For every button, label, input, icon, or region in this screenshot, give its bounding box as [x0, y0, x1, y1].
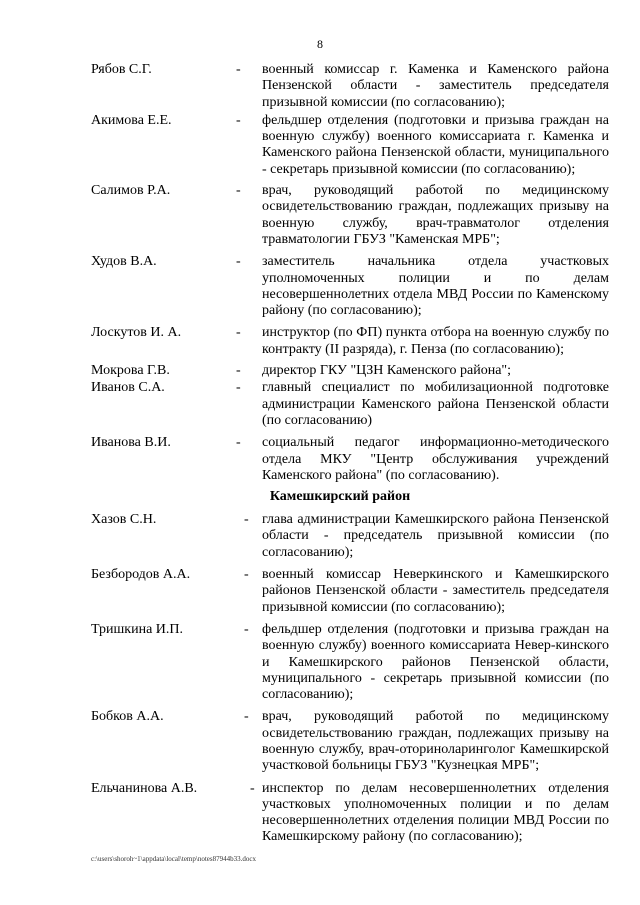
member-role: врач, руководящий работой по медицинскому освидетельствованию граждан, подлежащих призыву на военную службу, врач-травматолог отделения травматологии ГБУЗ "Каменская МРБ";: [262, 183, 609, 247]
member-entry: [0, 325, 640, 358]
dash-separator: -: [244, 512, 249, 528]
member-role: глава администрации Камешкирского района Пензенской области - председатель призывной комиссии (по согласованию);: [262, 512, 609, 560]
dash-separator: -: [250, 780, 255, 796]
member-role: главный специалист по мобилизационной подготовке администрации Каменского района Пензенской области (по согласованию): [262, 380, 609, 428]
member-entry: [0, 512, 640, 561]
member-name: Салимов Р.А.: [91, 183, 171, 199]
section-heading: Камешкирский район: [269, 489, 411, 505]
dash-separator: -: [244, 567, 249, 583]
member-role: заместитель начальника отдела участковых уполномоченных полиции и по делам несовершеннолетних отдела МВД России по Каменскому району (по согласованию);: [262, 254, 609, 319]
member-role: фельдшер отделения (подготовки и призыва граждан на военную службу) военного комиссариата Невер-кинского и Камешкирского районов Пензенской области, муниципального - секретарь призывной комиссии (по согласованию);: [262, 621, 609, 703]
member-name: Иванова В.И.: [91, 435, 171, 451]
member-entry: [0, 113, 640, 178]
member-name: Тришкина И.П.: [91, 621, 184, 637]
dash-separator: -: [236, 183, 241, 199]
member-entry: [0, 567, 640, 616]
commission-member-list: [0, 62, 640, 846]
member-entry: [0, 709, 640, 774]
member-name: Худов В.А.: [91, 254, 157, 270]
member-name: Мокрова Г.В.: [91, 363, 170, 379]
dash-separator: -: [244, 621, 249, 637]
member-name: Бобков А.А.: [91, 709, 164, 725]
member-role: директор ГКУ "ЦЗН Каменского района";: [262, 363, 512, 379]
member-entry: [0, 183, 640, 248]
member-entry: [0, 380, 640, 429]
member-name: Лоскутов И. А.: [91, 325, 182, 341]
dash-separator: -: [236, 62, 241, 77]
member-role: социальный педагог информационно-методического отдела МКУ "Центр обслуживания учреждений Каменского района" (по согласованию).: [262, 435, 609, 483]
member-role: инспектор по делам несовершеннолетних отделения участковых уполномоченных полиции и по делам несовершеннолетних отделения полиции МВД России по Камешкирскому району (по согласованию);: [262, 780, 609, 845]
dash-separator: -: [236, 380, 241, 396]
dash-separator: -: [236, 254, 241, 270]
member-name: Безбородов А.А.: [91, 567, 191, 583]
member-entry: [0, 254, 640, 319]
member-role: военный комиссар Неверкинского и Камешкирского районов Пензенской области - заместитель председателя призывной комиссии (по согласованию);: [262, 567, 609, 615]
member-name: Хазов С.Н.: [91, 512, 157, 528]
member-name: Ельчанинова А.В.: [91, 780, 198, 796]
member-entry: [0, 435, 640, 484]
member-name: Рябов С.Г.: [91, 62, 152, 77]
dash-separator: -: [236, 363, 241, 379]
dash-separator: -: [236, 325, 241, 341]
member-name: Иванов С.А.: [91, 380, 165, 396]
member-entry: [0, 622, 640, 703]
dash-separator: -: [236, 112, 241, 128]
member-entry: [0, 62, 640, 111]
member-name: Акимова Е.Е.: [91, 112, 172, 128]
page-number: 8: [317, 37, 323, 51]
dash-separator: -: [236, 435, 241, 451]
member-role: врач, руководящий работой по медицинскому освидетельствованию граждан, подлежащих призыву на военную службу, врач-оториноларинголог Камешкирской участковой больницы ГБУЗ "Кузнецкая МРБ";: [262, 709, 609, 774]
document-file-path: c:\users\shoroh~1\appdata\local\temp\notes87944b33.docx: [91, 855, 256, 863]
member-role: фельдшер отделения (подготовки и призыва граждан на военную службу) военного комиссариата г. Каменка и Каменского района Пензенской области, муниципального - секретарь призывной комиссии (по согласованию);: [262, 112, 609, 177]
member-entry: [0, 781, 640, 846]
member-entry: [0, 363, 640, 379]
member-role: военный комиссар г. Каменка и Каменского района Пензенской области - заместитель председателя призывной комиссии (по согласованию);: [262, 62, 609, 110]
member-role: инструктор (по ФП) пункта отбора на военную службу по контракту (II разряда), г. Пенза (по согласованию);: [262, 325, 609, 357]
dash-separator: -: [244, 709, 249, 725]
